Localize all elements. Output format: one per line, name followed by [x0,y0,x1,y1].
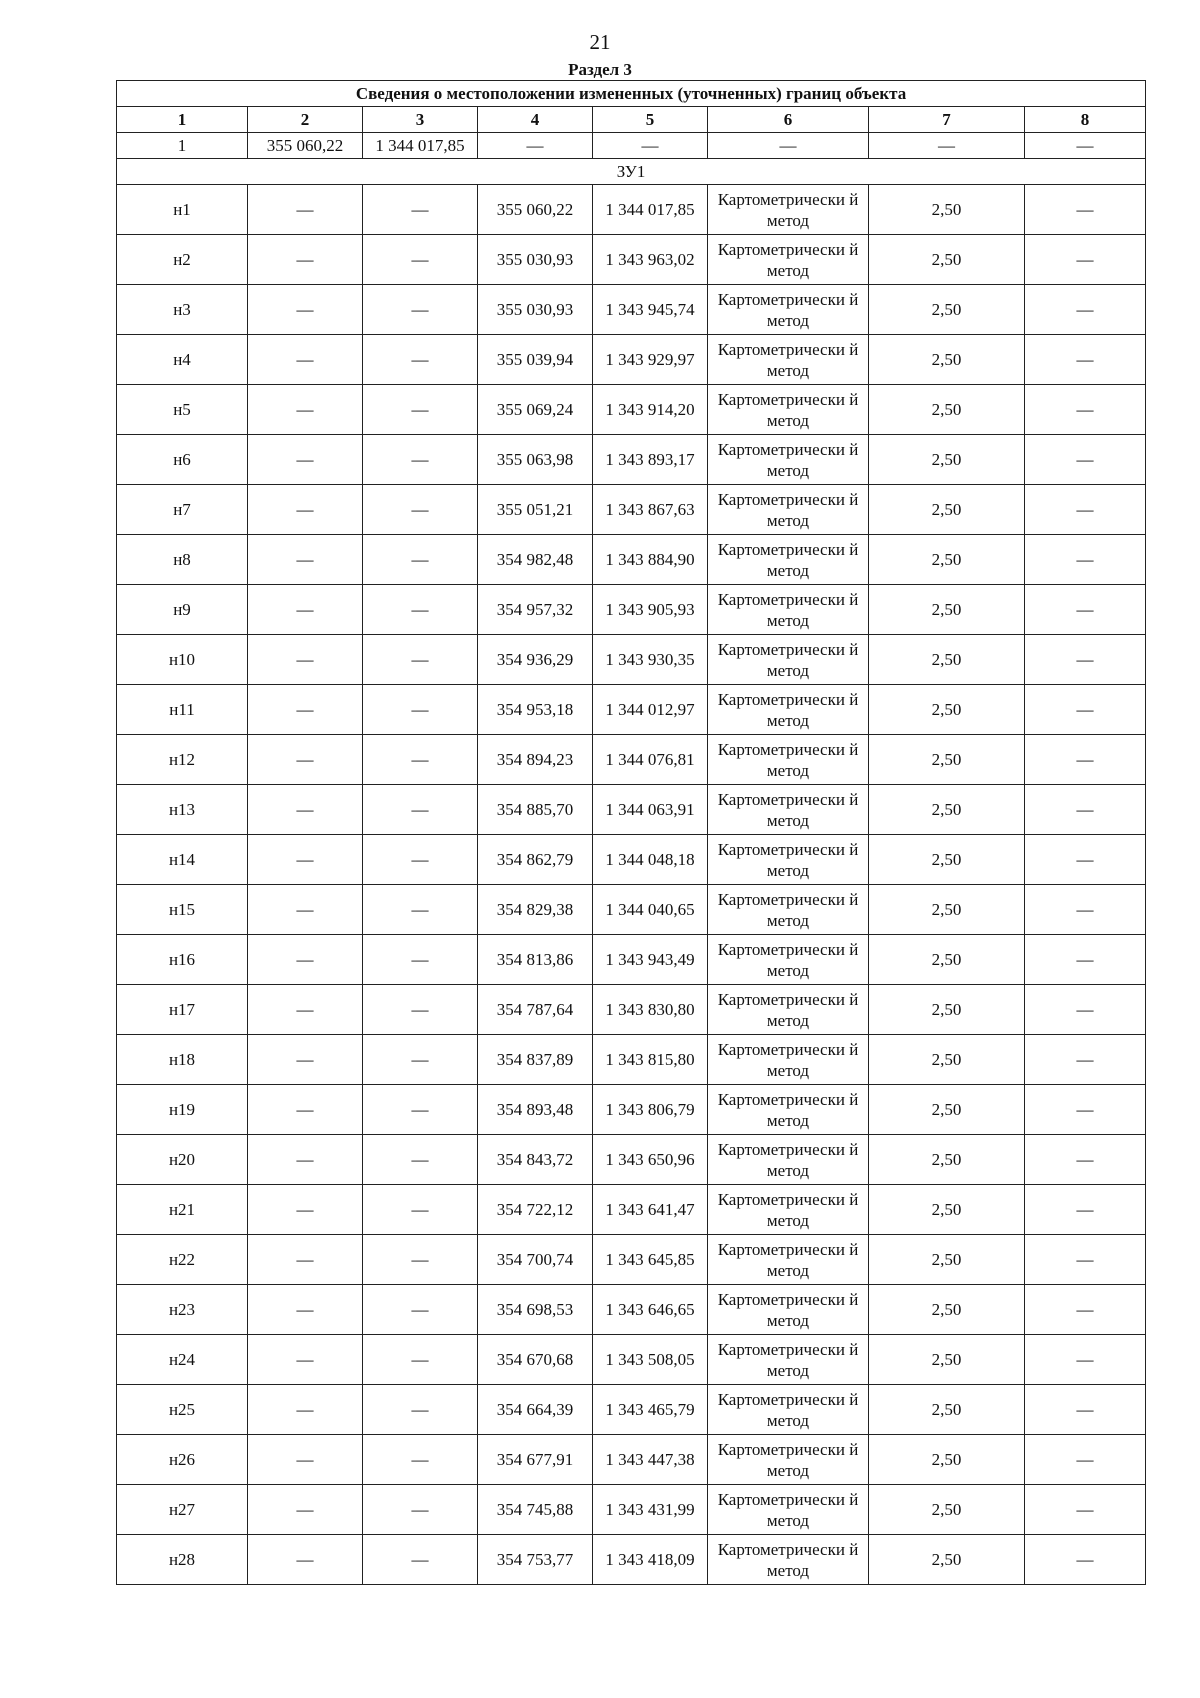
table-cell: — [248,1135,363,1185]
coordinate-y-cell: 1 343 465,79 [593,1385,708,1435]
accuracy-cell: 2,50 [869,1285,1025,1335]
accuracy-cell: 2,50 [869,535,1025,585]
point-name-cell: н19 [117,1085,248,1135]
accuracy-cell: 2,50 [869,235,1025,285]
method-cell: Картометрически й метод [708,435,869,485]
coordinate-x-cell: 354 982,48 [478,535,593,585]
table-cell: — [1025,1335,1146,1385]
coordinate-x-cell: 354 829,38 [478,885,593,935]
point-name-cell: н10 [117,635,248,685]
table-row [117,185,1146,235]
method-cell: Картометрически й метод [708,285,869,335]
coordinate-x-cell: 355 030,93 [478,235,593,285]
method-cell: Картометрически й метод [708,1235,869,1285]
table-cell: — [1025,1185,1146,1235]
accuracy-cell: 2,50 [869,1085,1025,1135]
accuracy-cell: 2,50 [869,585,1025,635]
accuracy-cell: 2,50 [869,485,1025,535]
accuracy-cell: 2,50 [869,1135,1025,1185]
table-cell: — [593,133,708,159]
point-name-cell: н18 [117,1035,248,1085]
coordinate-x-cell: 354 837,89 [478,1035,593,1085]
table-row [117,1135,1146,1185]
point-name-cell: н28 [117,1535,248,1585]
table-row [117,785,1146,835]
table-cell: — [363,635,478,685]
section-title: Раздел 3 [568,60,632,79]
table-cell: — [1025,735,1146,785]
table-cell: — [248,435,363,485]
table-cell: — [1025,535,1146,585]
table-cell: — [363,785,478,835]
table-cell: — [1025,1485,1146,1535]
table-cell: — [363,1435,478,1485]
table-row [117,1535,1146,1585]
method-cell: Картометрически й метод [708,485,869,535]
table-cell: — [1025,1285,1146,1335]
accuracy-cell: 2,50 [869,1185,1025,1235]
method-cell: Картометрически й метод [708,735,869,785]
table-row [117,1485,1146,1535]
method-cell: Картометрически й метод [708,1035,869,1085]
table-cell: — [1025,635,1146,685]
method-cell: Картометрически й метод [708,1085,869,1135]
coordinate-x-cell: 354 700,74 [478,1235,593,1285]
accuracy-cell: 2,50 [869,635,1025,685]
method-cell: Картометрически й метод [708,885,869,935]
table-cell: — [248,735,363,785]
accuracy-cell: 2,50 [869,1485,1025,1535]
coordinate-x-cell: 354 722,12 [478,1185,593,1235]
table-cell: 355 060,22 [248,133,363,159]
table-row [117,635,1146,685]
method-cell: Картометрически й метод [708,185,869,235]
accuracy-cell: 2,50 [869,1035,1025,1085]
table-cell: — [363,1235,478,1285]
table-cell: — [363,1135,478,1185]
table-cell: — [1025,1435,1146,1485]
method-cell: Картометрически й метод [708,935,869,985]
coordinate-y-cell: 1 343 447,38 [593,1435,708,1485]
coordinate-y-cell: 1 343 508,05 [593,1335,708,1385]
table-cell: — [363,435,478,485]
column-number: 1 [117,107,248,133]
parcel-group-row [117,159,1146,185]
accuracy-cell: 2,50 [869,1235,1025,1285]
table-row [117,1035,1146,1085]
table-cell: — [248,385,363,435]
coordinate-x-cell: 355 030,93 [478,285,593,335]
table-cell: — [363,535,478,585]
table-cell: — [363,335,478,385]
accuracy-cell: 2,50 [869,185,1025,235]
point-name-cell: н14 [117,835,248,885]
coordinate-x-cell: 354 745,88 [478,1485,593,1535]
method-cell: Картометрически й метод [708,1535,869,1585]
coordinate-y-cell: 1 344 040,65 [593,885,708,935]
point-name-cell: н6 [117,435,248,485]
table-cell: — [363,1485,478,1535]
table-cell: — [248,1485,363,1535]
coordinate-y-cell: 1 343 830,80 [593,985,708,1035]
method-cell: Картометрически й метод [708,1335,869,1385]
table-cell: — [1025,785,1146,835]
coordinate-y-cell: 1 343 893,17 [593,435,708,485]
table-cell: — [1025,1535,1146,1585]
method-cell: Картометрически й метод [708,335,869,385]
point-name-cell: н2 [117,235,248,285]
table-cell: — [363,485,478,535]
point-name-cell: н22 [117,1235,248,1285]
table-cell: — [1025,133,1146,159]
table-cell: — [248,985,363,1035]
method-cell: Картометрически й метод [708,585,869,635]
table-cell: — [1025,385,1146,435]
table-cell: — [1025,885,1146,935]
coordinate-x-cell: 354 753,77 [478,1535,593,1585]
coordinate-y-cell: 1 343 645,85 [593,1235,708,1285]
column-number: 8 [1025,107,1146,133]
point-name-cell: н20 [117,1135,248,1185]
table-row [117,1435,1146,1485]
point-name-cell: н1 [117,185,248,235]
coordinate-x-cell: 355 051,21 [478,485,593,535]
table-row [117,535,1146,585]
table-cell: — [363,1185,478,1235]
point-name-cell: н12 [117,735,248,785]
coordinate-x-cell: 354 862,79 [478,835,593,885]
table-cell: — [363,835,478,885]
table-cell: — [248,485,363,535]
table-cell: — [1025,1135,1146,1185]
coordinate-x-cell: 355 063,98 [478,435,593,485]
table-cell: — [1025,585,1146,635]
coordinate-y-cell: 1 343 431,99 [593,1485,708,1535]
table-row [117,1085,1146,1135]
table-row [117,285,1146,335]
table-cell: — [363,1285,478,1335]
table-cell: — [363,1035,478,1085]
table-cell: — [363,285,478,335]
table-cell: — [248,1335,363,1385]
table-cell: — [248,535,363,585]
method-cell: Картометрически й метод [708,785,869,835]
accuracy-cell: 2,50 [869,1335,1025,1385]
table-row [117,1185,1146,1235]
table-row [117,685,1146,735]
table-cell: — [248,185,363,235]
table-cell: — [248,585,363,635]
method-cell: Картометрически й метод [708,535,869,585]
point-name-cell: н25 [117,1385,248,1435]
coordinate-x-cell: 354 664,39 [478,1385,593,1435]
point-name-cell: н21 [117,1185,248,1235]
column-number: 4 [478,107,593,133]
table-cell: 1 [117,133,248,159]
method-cell: Картометрически й метод [708,685,869,735]
coordinate-x-cell: 354 698,53 [478,1285,593,1335]
table-cell: — [248,1435,363,1485]
table-row [117,235,1146,285]
table-row [117,735,1146,785]
accuracy-cell: 2,50 [869,985,1025,1035]
coordinate-y-cell: 1 343 646,65 [593,1285,708,1335]
table-cell: — [1025,285,1146,335]
table-cell: — [1025,235,1146,285]
table-cell: — [248,835,363,885]
existing-point-row [117,133,1146,159]
coordinate-y-cell: 1 343 806,79 [593,1085,708,1135]
table-cell: — [248,1185,363,1235]
table-cell: — [248,1035,363,1085]
accuracy-cell: 2,50 [869,1385,1025,1435]
accuracy-cell: 2,50 [869,835,1025,885]
point-name-cell: н26 [117,1435,248,1485]
accuracy-cell: 2,50 [869,335,1025,385]
point-name-cell: н17 [117,985,248,1035]
table-cell: — [248,635,363,685]
table-cell: — [1025,985,1146,1035]
point-name-cell: н24 [117,1335,248,1385]
point-name-cell: н3 [117,285,248,335]
table-row [117,585,1146,635]
table-caption: Сведения о местоположении измененных (уточненных) границ объекта [117,81,1146,107]
table-cell: — [708,133,869,159]
point-name-cell: н5 [117,385,248,435]
method-cell: Картометрически й метод [708,1485,869,1535]
coordinate-y-cell: 1 343 650,96 [593,1135,708,1185]
table-cell: — [363,235,478,285]
table-cell: — [363,935,478,985]
point-name-cell: н8 [117,535,248,585]
coordinate-x-cell: 354 670,68 [478,1335,593,1385]
method-cell: Картометрически й метод [708,835,869,885]
accuracy-cell: 2,50 [869,785,1025,835]
point-name-cell: н23 [117,1285,248,1335]
table-cell: — [1025,935,1146,985]
table-cell: — [363,1335,478,1385]
table-cell: — [363,985,478,1035]
table-cell: — [363,1085,478,1135]
table-cell: — [248,1535,363,1585]
coordinate-y-cell: 1 343 884,90 [593,535,708,585]
point-name-cell: н13 [117,785,248,835]
method-cell: Картометрически й метод [708,1135,869,1185]
coordinate-x-cell: 355 039,94 [478,335,593,385]
accuracy-cell: 2,50 [869,935,1025,985]
accuracy-cell: 2,50 [869,385,1025,435]
column-number: 2 [248,107,363,133]
coordinate-y-cell: 1 343 929,97 [593,335,708,385]
accuracy-cell: 2,50 [869,735,1025,785]
table-cell: — [248,235,363,285]
point-name-cell: н15 [117,885,248,935]
coordinate-y-cell: 1 343 930,35 [593,635,708,685]
coordinate-y-cell: 1 343 963,02 [593,235,708,285]
method-cell: Картометрически й метод [708,1385,869,1435]
table-cell: — [248,1235,363,1285]
table-cell: — [248,1285,363,1335]
accuracy-cell: 2,50 [869,1535,1025,1585]
coordinate-y-cell: 1 344 017,85 [593,185,708,235]
table-cell: — [869,133,1025,159]
table-row [117,985,1146,1035]
coordinate-y-cell: 1 344 076,81 [593,735,708,785]
boundary-coordinates-table [116,80,1146,1585]
accuracy-cell: 2,50 [869,1435,1025,1485]
table-row [117,1385,1146,1435]
table-cell: — [363,385,478,435]
table-row [117,485,1146,535]
table-row [117,385,1146,435]
table-row [117,1335,1146,1385]
table-cell: — [248,285,363,335]
coordinate-y-cell: 1 343 945,74 [593,285,708,335]
coordinate-x-cell: 354 813,86 [478,935,593,985]
table-row [117,885,1146,935]
table-cell: — [1025,485,1146,535]
method-cell: Картометрически й метод [708,635,869,685]
coordinate-y-cell: 1 344 012,97 [593,685,708,735]
coordinate-y-cell: 1 343 905,93 [593,585,708,635]
table-cell: — [248,1085,363,1135]
table-caption-row [117,81,1146,107]
method-cell: Картометрически й метод [708,1285,869,1335]
table-cell: 1 344 017,85 [363,133,478,159]
column-number: 7 [869,107,1025,133]
coordinate-x-cell: 354 936,29 [478,635,593,685]
coordinate-y-cell: 1 343 815,80 [593,1035,708,1085]
table-row [117,1235,1146,1285]
point-name-cell: н9 [117,585,248,635]
column-number: 6 [708,107,869,133]
table-row [117,835,1146,885]
coordinate-x-cell: 355 069,24 [478,385,593,435]
table-cell: — [478,133,593,159]
table-cell: — [363,1535,478,1585]
table-cell: — [1025,1035,1146,1085]
coordinate-x-cell: 354 957,32 [478,585,593,635]
table-cell: — [1025,835,1146,885]
coordinate-x-cell: 354 894,23 [478,735,593,785]
table-cell: — [363,735,478,785]
coordinate-y-cell: 1 343 914,20 [593,385,708,435]
coordinate-y-cell: 1 343 418,09 [593,1535,708,1585]
method-cell: Картометрически й метод [708,1185,869,1235]
method-cell: Картометрически й метод [708,1435,869,1485]
table-cell: — [363,1385,478,1435]
column-number: 3 [363,107,478,133]
coordinate-x-cell: 354 893,48 [478,1085,593,1135]
table-row [117,935,1146,985]
table-cell: — [1025,1085,1146,1135]
coordinate-x-cell: 354 787,64 [478,985,593,1035]
coordinate-x-cell: 354 953,18 [478,685,593,735]
column-number-row [117,107,1146,133]
method-cell: Картометрически й метод [708,385,869,435]
table-cell: — [1025,685,1146,735]
method-cell: Картометрически й метод [708,985,869,1035]
coordinate-y-cell: 1 343 867,63 [593,485,708,535]
point-name-cell: н16 [117,935,248,985]
accuracy-cell: 2,50 [869,435,1025,485]
coordinate-x-cell: 354 885,70 [478,785,593,835]
coordinate-x-cell: 354 843,72 [478,1135,593,1185]
table-cell: — [248,885,363,935]
accuracy-cell: 2,50 [869,285,1025,335]
table-cell: — [248,1385,363,1435]
table-cell: — [363,185,478,235]
point-name-cell: н11 [117,685,248,735]
table-cell: — [363,685,478,735]
parcel-group-label: ЗУ1 [117,159,1146,185]
table-row [117,435,1146,485]
coordinate-x-cell: 354 677,91 [478,1435,593,1485]
table-cell: — [1025,435,1146,485]
table-cell: — [363,885,478,935]
table-cell: — [1025,335,1146,385]
point-name-cell: н4 [117,335,248,385]
coordinate-y-cell: 1 343 641,47 [593,1185,708,1235]
page-number: 21 [589,30,611,54]
table-cell: — [248,785,363,835]
method-cell: Картометрически й метод [708,235,869,285]
table-row [117,1285,1146,1335]
coordinate-y-cell: 1 344 048,18 [593,835,708,885]
column-number: 5 [593,107,708,133]
table-cell: — [248,335,363,385]
point-name-cell: н27 [117,1485,248,1535]
coordinate-y-cell: 1 344 063,91 [593,785,708,835]
accuracy-cell: 2,50 [869,685,1025,735]
table-cell: — [248,685,363,735]
table-cell: — [1025,1235,1146,1285]
coordinate-y-cell: 1 343 943,49 [593,935,708,985]
table-cell: — [248,935,363,985]
accuracy-cell: 2,50 [869,885,1025,935]
table-cell: — [1025,185,1146,235]
table-row [117,335,1146,385]
point-name-cell: н7 [117,485,248,535]
coordinate-x-cell: 355 060,22 [478,185,593,235]
table-cell: — [363,585,478,635]
table-cell: — [1025,1385,1146,1435]
